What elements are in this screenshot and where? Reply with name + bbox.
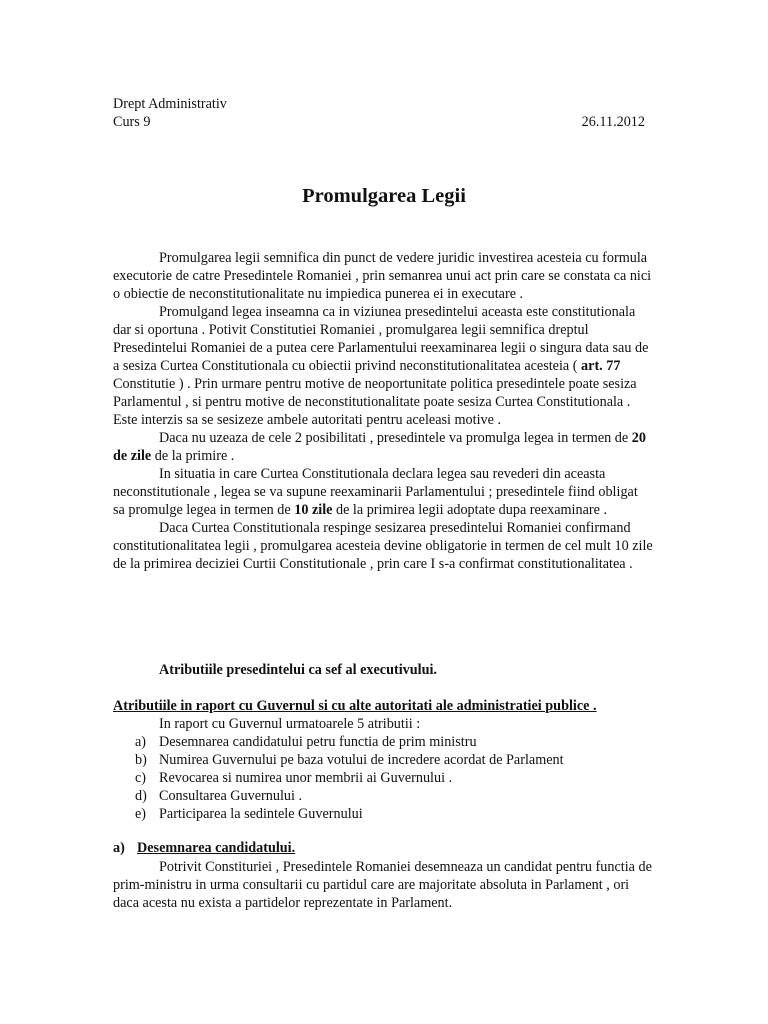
term-20-days: 20 de zile <box>113 430 646 464</box>
list-item-text: Consultarea Guvernului . <box>159 788 303 804</box>
paragraph-2: Promulgand legea inseamna ca in viziunea presedintelui aceasta este constitutionala dar si oportuna . Potivit Constitutiei Romaniei , promulgarea legii semnifica dreptul Presedintelui Romaniei de a putea cere Parlamentului reexaminarea legii o singura data sau de a sesiza Curtea Constitutionala cu obiectii privind neconstitutionalitatea acesteia ( art. 77 Constitutie ) . Prin urmare pentru motive de neoportunitate politica presedintele poate sesiza Parlamentul , si pentru motive de neconstitutionalitate poate sesiza Curtea Constitutionala . Este interzis sa se sesizeze ambele autoritati pentru aceleasi motive . <box>113 304 649 428</box>
course-label: Curs 9 <box>113 114 151 130</box>
paragraph-4: In situatia in care Curtea Constitutionala declara legea sau revederi din aceasta neconstitutionale , legea se va supune reexaminarii Parlamentului ; presedintele fiind obligat sa promulge legea in termen de 10 zile de la primirea legii adoptate dupa reexaminare . <box>113 466 638 518</box>
attributions-list <box>113 733 653 823</box>
subsection-a-body <box>113 858 653 912</box>
list-item <box>113 787 653 805</box>
term-10-days: 10 zile <box>294 502 333 518</box>
article-reference: art. 77 <box>581 358 621 374</box>
list-item-text: Revocarea si numirea unor membrii ai Guvernului . <box>159 770 453 786</box>
list-marker: c) <box>135 770 147 786</box>
paragraph-3: Daca nu uzeaza de cele 2 posibilitati , presedintele va promulga legea in termen de 20 de zile de la primire . <box>113 430 646 464</box>
subsection-title: Desemnarea candidatului. <box>137 840 296 856</box>
subsection-a-text: Potrivit Constituriei , Presedintele Romaniei desemneaza un candidat pentru functia de prim-ministru in urma consultarii cu partidul care are majoritate absoluta in Parlament , ori daca acesta nu exista a partidelor reprezentate in Parlament. <box>113 859 652 911</box>
list-intro: In raport cu Guvernul urmatoarele 5 atributii : <box>159 716 421 732</box>
list-item-text: Numirea Guvernului pe baza votului de incredere acordat de Parlament <box>159 752 564 768</box>
list-item <box>113 805 653 823</box>
list-item-text: Desemnarea candidatului petru functia de prim ministru <box>159 734 477 750</box>
section-heading: Atributiile presedintelui ca sef al executivului. <box>159 662 437 678</box>
paragraph-1: Promulgarea legii semnifica din punct de vedere juridic investirea acesteia cu formula executorie de catre Presedintele Romaniei , prin semanrea unui act prin care se constata ca nici o obiectie de neconstitutionalitate nu impiedica punerea ei in executare . <box>113 250 652 302</box>
list-item <box>113 733 653 751</box>
subject-label: Drept Administrativ <box>113 96 227 112</box>
main-text <box>113 249 653 573</box>
subheading: Atributiile in raport cu Guvernul si cu alte autoritati ale administratiei publice . <box>113 698 597 714</box>
date-label: 26.11.2012 <box>581 114 645 130</box>
subsection-a-heading <box>113 839 295 857</box>
paragraph-5: Daca Curtea Constitutionala respinge sesizarea presedintelui Romaniei confirmand constitutionalitatea legii , promulgarea acesteia devine obligatorie in termen de cel mult 10 zile de la primirea deciziei Curtii Constitutionale , prin care I s-a confirmat constitutionalitatea . <box>113 520 653 572</box>
list-marker: a) <box>135 734 147 750</box>
list-marker: e) <box>135 806 147 822</box>
list-item-text: Participarea la sedintele Guvernului <box>159 806 363 822</box>
list-item <box>113 769 653 787</box>
list-item <box>113 751 653 769</box>
page-title: Promulgarea Legii <box>302 185 466 207</box>
list-marker: d) <box>135 788 147 804</box>
document-header <box>113 95 645 131</box>
list-marker: b) <box>135 752 147 768</box>
subsection-marker: a) <box>113 840 125 856</box>
